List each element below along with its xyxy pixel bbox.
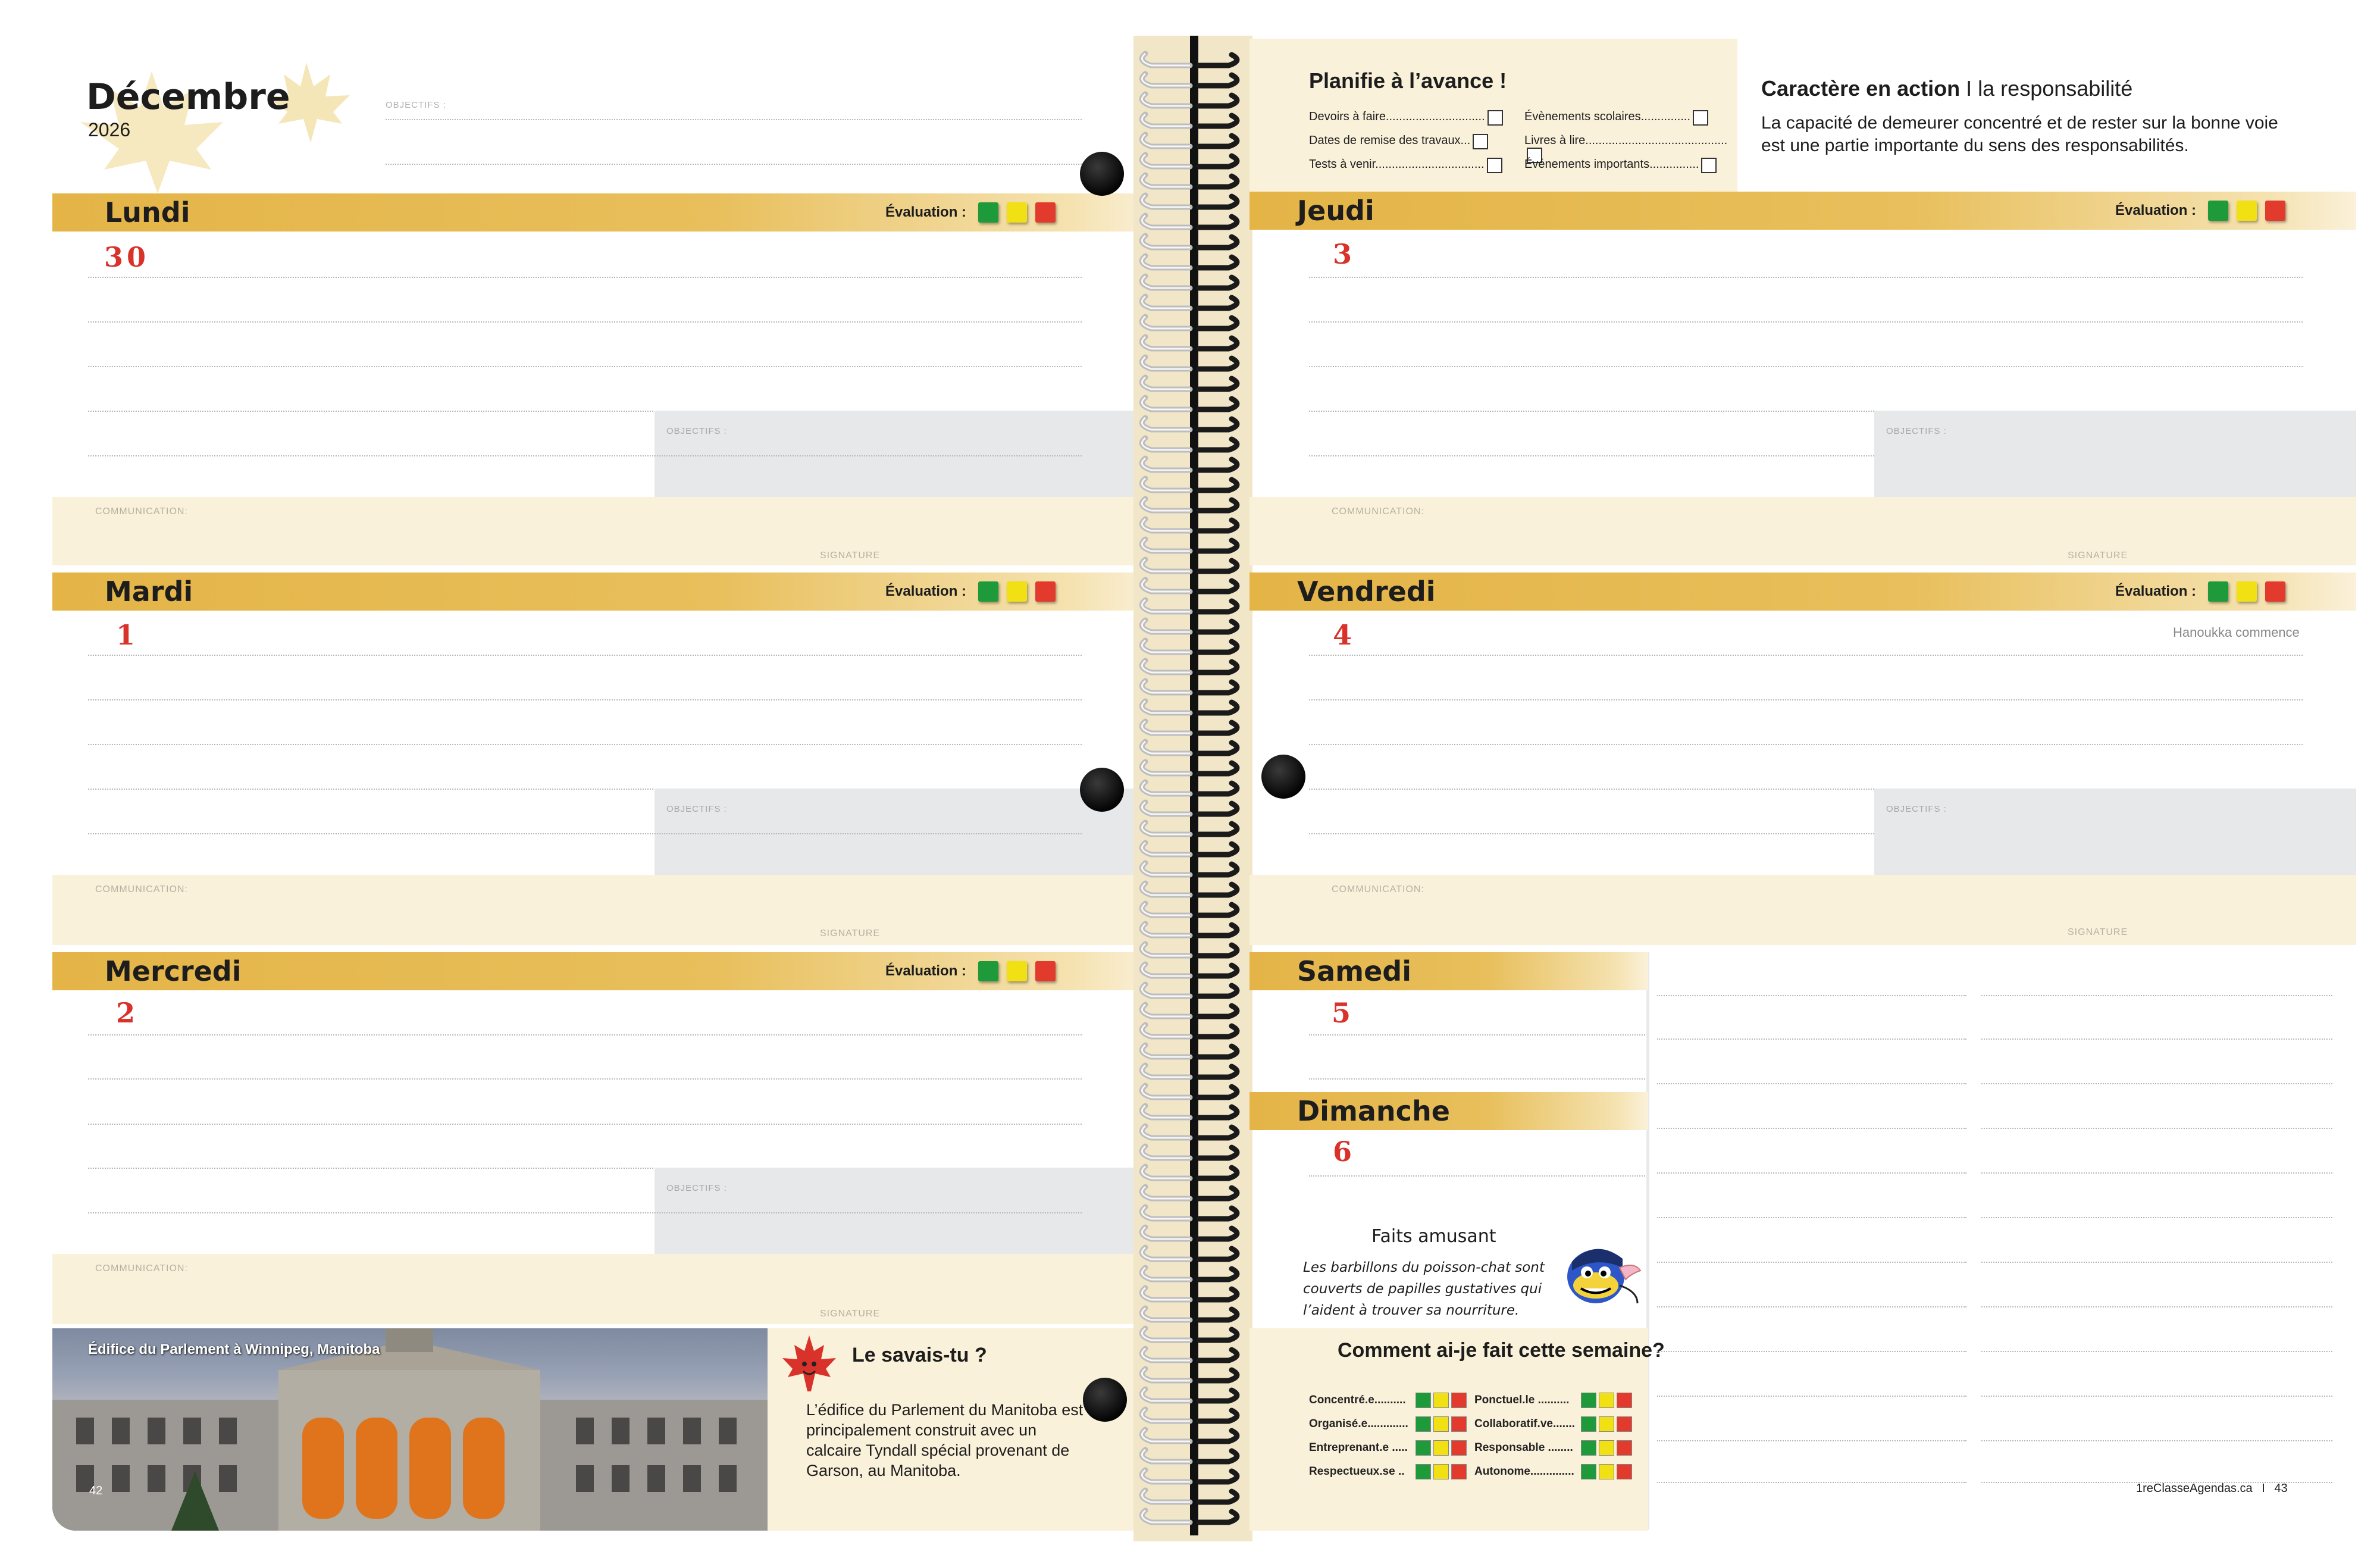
- character-title-bold: Caractère en action: [1761, 76, 1961, 101]
- objectifs-label: OBJECTIFS :: [666, 426, 727, 436]
- day-name: Samedi: [1297, 955, 1411, 987]
- evaluation-label: Évaluation :: [885, 583, 967, 599]
- holiday-note: Hanoukka commence: [2173, 625, 2300, 640]
- day-header-mardi: [52, 573, 1159, 611]
- writing-line[interactable]: [1309, 1034, 1645, 1036]
- eval-green-button[interactable]: [2208, 581, 2228, 602]
- month-title: Décembre: [86, 76, 290, 118]
- signature-label: SIGNATURE: [820, 550, 881, 561]
- writing-line[interactable]: [1309, 1078, 1645, 1080]
- self-eval-label: Autonome..............: [1474, 1465, 1574, 1478]
- writing-line[interactable]: [1657, 1306, 1966, 1307]
- day-header-mercredi: [52, 952, 1159, 990]
- writing-line[interactable]: [88, 366, 1082, 367]
- left-page: [0, 0, 1166, 1561]
- signature-label: SIGNATURE: [820, 928, 881, 939]
- objectifs-label: OBJECTIFS :: [1886, 426, 1947, 436]
- eval-red-button[interactable]: [1617, 1416, 1632, 1432]
- eval-yellow-button[interactable]: [1007, 202, 1027, 223]
- writing-line[interactable]: [1657, 1396, 1966, 1397]
- writing-line[interactable]: [1657, 1351, 1966, 1352]
- plan-item[interactable]: [1309, 110, 1503, 126]
- communication-box[interactable]: [1250, 875, 2356, 945]
- parliament-photo: [52, 1328, 768, 1531]
- day-name: Dimanche: [1297, 1095, 1450, 1127]
- writing-line[interactable]: [1657, 1128, 1966, 1129]
- day-number: 2: [116, 997, 139, 1029]
- objectifs-line[interactable]: [386, 119, 1082, 120]
- writing-line[interactable]: [1309, 744, 2303, 745]
- plan-item-label: Tests à venir.................................: [1309, 158, 1485, 171]
- self-eval-item: [1309, 1440, 1467, 1456]
- eval-yellow-button[interactable]: [1433, 1464, 1449, 1479]
- day-name: Jeudi: [1297, 195, 1374, 227]
- eval-yellow-button[interactable]: [2237, 201, 2257, 221]
- eval-green-button[interactable]: [1581, 1440, 1596, 1456]
- plan-item-label: Livres à lire...........................................: [1524, 134, 1728, 147]
- plan-item-label: Devoirs à faire..............................: [1309, 110, 1485, 124]
- evaluation-label: Évaluation :: [2115, 202, 2197, 218]
- day-header-samedi: [1250, 952, 1648, 990]
- writing-line[interactable]: [88, 1034, 1082, 1036]
- day-number: 30: [104, 241, 150, 273]
- character-title-rest: I la responsabilité: [1960, 76, 2133, 101]
- writing-line[interactable]: [1309, 833, 1874, 834]
- writing-line[interactable]: [88, 655, 1082, 656]
- photo-caption: Édifice du Parlement à Winnipeg, Manitoba: [88, 1341, 380, 1357]
- eval-red-button[interactable]: [2265, 581, 2285, 602]
- evaluation-label: Évaluation :: [2115, 583, 2197, 599]
- day-number: 5: [1332, 997, 1355, 1029]
- communication-box[interactable]: [1250, 497, 2356, 565]
- objectifs-label: OBJECTIFS :: [1886, 804, 1947, 814]
- evaluation-group: [2115, 573, 2285, 611]
- did-you-know-text: L’édifice du Parlement du Manitoba est principalement construit avec un calcaire Tyndall spécial provenant de Garson, au Manitoba.: [806, 1401, 1083, 1479]
- eval-red-button[interactable]: [1035, 202, 1056, 223]
- self-eval-label: Collaboratif.ve.......: [1474, 1418, 1575, 1430]
- writing-line[interactable]: [1981, 1128, 2332, 1129]
- communication-label: COMMUNICATION:: [1332, 506, 1424, 517]
- eval-green-button[interactable]: [2208, 201, 2228, 221]
- writing-line[interactable]: [1657, 1083, 1966, 1084]
- eval-yellow-button[interactable]: [1599, 1464, 1614, 1479]
- day-name: Lundi: [105, 196, 190, 229]
- signature-label: SIGNATURE: [2068, 927, 2128, 937]
- writing-line[interactable]: [1657, 1440, 1966, 1441]
- eval-green-button[interactable]: [1416, 1440, 1431, 1456]
- checkbox[interactable]: [1487, 158, 1502, 173]
- evaluation-label: Évaluation :: [885, 204, 967, 220]
- writing-line[interactable]: [88, 321, 1082, 323]
- writing-line[interactable]: [1981, 995, 2332, 996]
- writing-line[interactable]: [1657, 995, 1966, 996]
- footer-separator: I: [2262, 1482, 2265, 1495]
- checkbox[interactable]: [1693, 110, 1708, 126]
- eval-yellow-button[interactable]: [1433, 1416, 1449, 1432]
- eval-red-button[interactable]: [1617, 1393, 1632, 1408]
- evaluation-group: [885, 573, 1056, 611]
- parliament-building-illustration: [52, 1328, 768, 1531]
- eval-yellow-button[interactable]: [1599, 1440, 1614, 1456]
- eval-red-button[interactable]: [1451, 1393, 1467, 1408]
- plan-title: Planifie à l’avance !: [1309, 68, 1507, 93]
- day-name: Vendredi: [1297, 575, 1436, 608]
- footer: [2136, 1482, 2288, 1496]
- eval-green-button[interactable]: [1581, 1464, 1596, 1479]
- writing-line[interactable]: [1981, 1440, 2332, 1441]
- did-you-know-title: Le savais-tu ?: [852, 1344, 987, 1366]
- day-header-jeudi: [1250, 192, 2356, 230]
- day-number: 4: [1333, 619, 1356, 651]
- self-eval-label: Respectueux.se ..: [1309, 1465, 1405, 1478]
- eval-red-button[interactable]: [1035, 581, 1056, 602]
- writing-line[interactable]: [1309, 655, 2303, 656]
- writing-line[interactable]: [1309, 1175, 1645, 1177]
- page-number-right: 43: [2274, 1482, 2288, 1495]
- writing-line[interactable]: [1657, 1262, 1966, 1263]
- writing-line[interactable]: [1309, 321, 2303, 323]
- communication-box[interactable]: [52, 497, 1159, 565]
- self-eval-item: [1309, 1416, 1467, 1432]
- objectifs-label: OBJECTIFS :: [386, 100, 446, 110]
- self-eval-panel: [1250, 1328, 1665, 1531]
- writing-line[interactable]: [88, 833, 1082, 834]
- self-eval-label: Concentré.e..........: [1309, 1394, 1406, 1406]
- objectifs-box[interactable]: [1874, 789, 2356, 875]
- plan-item-label: Dates de remise des travaux...: [1309, 134, 1471, 148]
- self-eval-label: Organisé.e.............: [1309, 1418, 1408, 1430]
- eval-red-button[interactable]: [1451, 1464, 1467, 1479]
- did-you-know-panel: [768, 1328, 1160, 1531]
- eval-yellow-button[interactable]: [1007, 961, 1027, 981]
- fun-fact-title: Faits amusant: [1371, 1226, 1496, 1247]
- writing-line[interactable]: [1657, 1172, 1966, 1174]
- plan-item[interactable]: [1524, 110, 1708, 126]
- writing-line[interactable]: [1309, 455, 1874, 456]
- eval-red-button[interactable]: [1035, 961, 1056, 981]
- self-eval-title: Comment ai-je fait cette semaine?: [1338, 1339, 1665, 1362]
- plan-item[interactable]: [1309, 134, 1488, 149]
- eval-red-button[interactable]: [1451, 1416, 1467, 1432]
- right-page: [1214, 0, 2380, 1561]
- day-number: 1: [116, 619, 139, 651]
- writing-line[interactable]: [1309, 277, 2303, 278]
- eval-green-button[interactable]: [1416, 1464, 1431, 1479]
- day-number: 3: [1333, 238, 1356, 270]
- eval-yellow-button[interactable]: [2237, 581, 2257, 602]
- writing-line[interactable]: [1981, 1351, 2332, 1352]
- plan-panel: [1250, 39, 1737, 193]
- objectifs-label: OBJECTIFS :: [666, 804, 727, 814]
- self-eval-item: [1474, 1440, 1632, 1456]
- writing-line[interactable]: [88, 1212, 1082, 1213]
- maple-leaf-icon: [779, 1334, 839, 1400]
- character-title: [1761, 76, 2132, 101]
- eval-green-button[interactable]: [1581, 1393, 1596, 1408]
- punch-hole: [1080, 768, 1124, 812]
- objectifs-line[interactable]: [386, 164, 1082, 165]
- evaluation-label: Évaluation :: [885, 963, 967, 979]
- self-eval-label: Entreprenant.e .....: [1309, 1441, 1408, 1454]
- evaluation-group: [2115, 192, 2285, 230]
- writing-line[interactable]: [1657, 1482, 1966, 1483]
- writing-line[interactable]: [88, 277, 1082, 278]
- writing-line[interactable]: [1981, 1262, 2332, 1263]
- signature-label: SIGNATURE: [2068, 550, 2128, 561]
- eval-yellow-button[interactable]: [1599, 1416, 1614, 1432]
- fun-fact-text: Les barbillons du poisson-chat sont couverts de papilles gustatives qui l’aident à trouver sa nourriture.: [1303, 1260, 1545, 1318]
- day-header-dimanche: [1250, 1092, 1648, 1130]
- communication-label: COMMUNICATION:: [1332, 884, 1424, 894]
- eval-yellow-button[interactable]: [1599, 1393, 1614, 1408]
- objectifs-box[interactable]: [1874, 411, 2356, 497]
- catfish-cartoon-icon: [1560, 1238, 1643, 1309]
- self-eval-label: Ponctuel.le ..........: [1474, 1394, 1570, 1406]
- checkbox[interactable]: [1488, 110, 1503, 126]
- objectifs-box[interactable]: [654, 411, 1154, 497]
- plan-item[interactable]: [1524, 158, 1717, 173]
- self-eval-item: [1474, 1393, 1632, 1408]
- eval-red-button[interactable]: [2265, 201, 2285, 221]
- writing-line[interactable]: [88, 744, 1082, 745]
- self-eval-label: Responsable ........: [1474, 1441, 1573, 1454]
- eval-green-button[interactable]: [1416, 1416, 1431, 1432]
- writing-line[interactable]: [88, 1078, 1082, 1080]
- year-label: 2026: [88, 119, 131, 140]
- plan-item-label: Événements importants...............: [1524, 158, 1699, 171]
- writing-line[interactable]: [1981, 1306, 2332, 1307]
- eval-yellow-button[interactable]: [1007, 581, 1027, 602]
- writing-line[interactable]: [88, 1124, 1082, 1125]
- day-header-vendredi: [1250, 573, 2356, 611]
- plan-item[interactable]: [1309, 158, 1502, 173]
- writing-line[interactable]: [1309, 699, 2303, 700]
- self-eval-item: [1474, 1464, 1632, 1479]
- character-text: La capacité de demeurer concentré et de rester sur la bonne voie est une partie importante du sens des responsabilités.: [1761, 113, 2278, 155]
- objectifs-label: OBJECTIFS :: [666, 1183, 727, 1193]
- writing-line[interactable]: [1981, 1083, 2332, 1084]
- eval-green-button[interactable]: [1416, 1393, 1431, 1408]
- writing-line[interactable]: [1981, 1038, 2332, 1040]
- eval-yellow-button[interactable]: [1433, 1393, 1449, 1408]
- day-name: Mardi: [105, 575, 193, 608]
- signature-label: SIGNATURE: [820, 1309, 881, 1319]
- writing-line[interactable]: [1981, 1396, 2332, 1397]
- writing-line[interactable]: [1981, 1172, 2332, 1174]
- objectifs-box[interactable]: [654, 1168, 1154, 1254]
- writing-line[interactable]: [88, 699, 1082, 700]
- checkbox[interactable]: [1473, 134, 1488, 149]
- communication-box[interactable]: [52, 875, 1159, 945]
- evaluation-group: [885, 952, 1056, 990]
- eval-green-button[interactable]: [1581, 1416, 1596, 1432]
- evaluation-group: [885, 193, 1056, 232]
- checkbox[interactable]: [1701, 158, 1717, 173]
- writing-line[interactable]: [1657, 1217, 1966, 1218]
- eval-green-button[interactable]: [978, 961, 998, 981]
- communication-label: COMMUNICATION:: [95, 1263, 188, 1274]
- footer-site-link[interactable]: 1reClasseAgendas.ca: [2136, 1482, 2253, 1495]
- eval-red-button[interactable]: [1617, 1440, 1632, 1456]
- page-number-left: 42: [89, 1484, 103, 1497]
- communication-label: COMMUNICATION:: [95, 884, 188, 894]
- self-eval-item: [1309, 1464, 1467, 1479]
- writing-line[interactable]: [1981, 1217, 2332, 1218]
- eval-green-button[interactable]: [978, 202, 998, 223]
- eval-red-button[interactable]: [1451, 1440, 1467, 1456]
- objectifs-box[interactable]: [654, 789, 1154, 875]
- eval-yellow-button[interactable]: [1433, 1440, 1449, 1456]
- communication-label: COMMUNICATION:: [95, 506, 188, 517]
- self-eval-item: [1474, 1416, 1632, 1432]
- writing-line[interactable]: [88, 455, 1082, 456]
- writing-line[interactable]: [1657, 1038, 1966, 1040]
- eval-red-button[interactable]: [1617, 1464, 1632, 1479]
- communication-box[interactable]: [52, 1254, 1159, 1324]
- writing-line[interactable]: [1309, 366, 2303, 367]
- punch-hole: [1083, 1378, 1127, 1422]
- punch-hole: [1080, 152, 1124, 196]
- day-name: Mercredi: [105, 955, 242, 987]
- day-number: 6: [1333, 1135, 1356, 1168]
- plan-item-label: Évènements scolaires...............: [1524, 110, 1690, 124]
- self-eval-item: [1309, 1393, 1467, 1408]
- day-header-lundi: [52, 193, 1159, 232]
- eval-green-button[interactable]: [978, 581, 998, 602]
